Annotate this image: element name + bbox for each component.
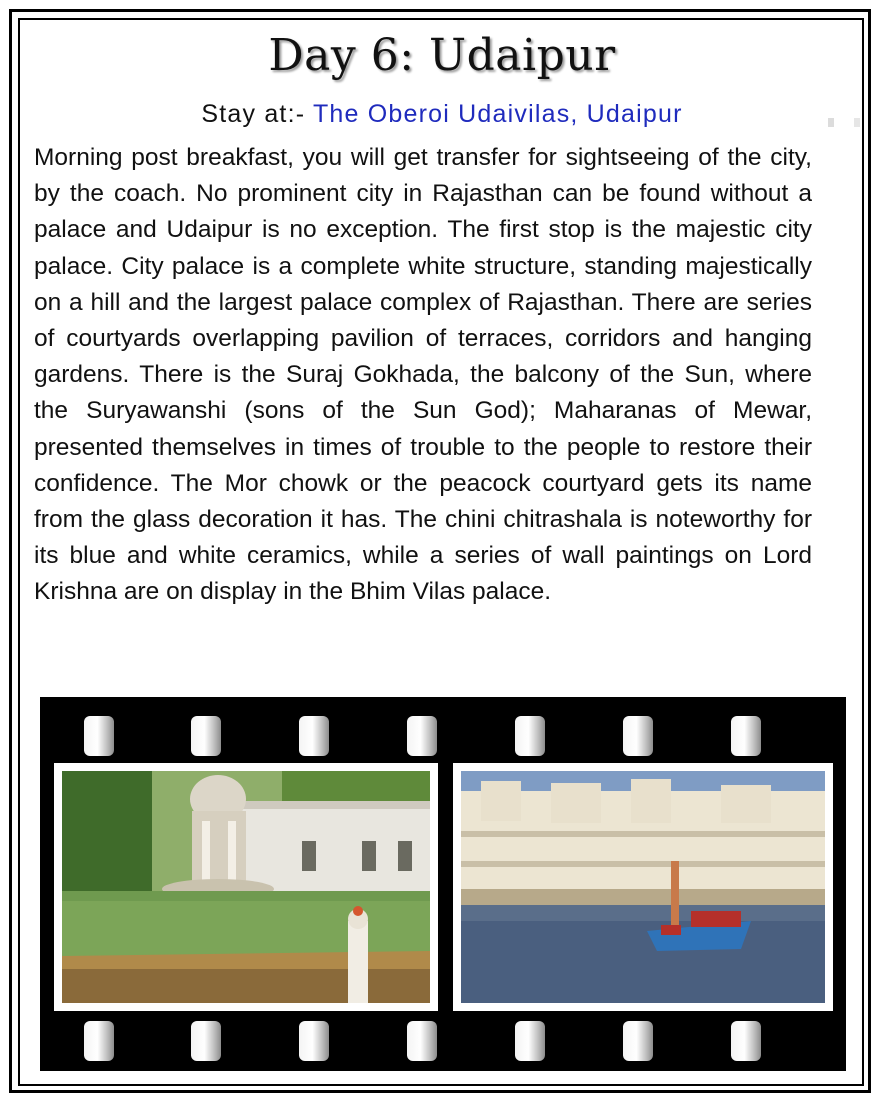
sprocket-hole [731,1021,761,1061]
sprocket-hole [515,1021,545,1061]
garden-pavilion-illustration [62,771,430,1003]
stay-line [0,100,884,129]
hotel-name: The Oberoi Udaivilas, Udaipur [312,100,683,128]
stay-prefix: Stay at:- [201,100,313,128]
sprocket-hole [623,716,653,756]
photo-frame-right [453,763,833,1011]
decorative-mark [828,118,862,127]
sprocket-hole [84,716,114,756]
sprocket-hole [731,716,761,756]
film-strip [40,697,846,1071]
itinerary-description: Morning post breakfast, you will get transfer for sightseeing of the city, by the coach. No prominent city in Rajasthan can be found without a palace and Udaipur is no exception. The first stop is the majestic city palace. City palace is a complete white structure, standing majestically on a hill and the largest palace complex of Rajasthan. There are series of courtyards overlapping pavilion of terraces, corridors and hanging gardens. There is the Suraj Gokhada, the balcony of the Sun, where the Suryawanshi (sons of the Sun God); Maharanas of Mewar, presented themselves in times of trouble to the people to restore their confidence. The Mor chowk or the peacock courtyard gets its name from the glass decoration it has. The chini chitrashala is noteworthy for its blue and white ceramics, while a series of wall paintings on Lord Krishna are on display in the Bhim Vilas palace. [34,144,812,606]
sprocket-hole [191,716,221,756]
sprocket-hole [191,1021,221,1061]
sprocket-hole [515,716,545,756]
sprocket-hole [407,1021,437,1061]
page-title: Day 6: Udaipur [268,30,616,81]
sprocket-hole [299,1021,329,1061]
sprocket-hole [407,716,437,756]
sprocket-hole [623,1021,653,1061]
city-palace-illustration [461,771,825,1003]
city-palace-lake-boat-photo [461,771,825,1003]
photo-frame-left [54,763,438,1011]
sprocket-hole [84,1021,114,1061]
sprocket-hole [299,716,329,756]
garden-pavilion-fountain-photo [62,771,430,1003]
